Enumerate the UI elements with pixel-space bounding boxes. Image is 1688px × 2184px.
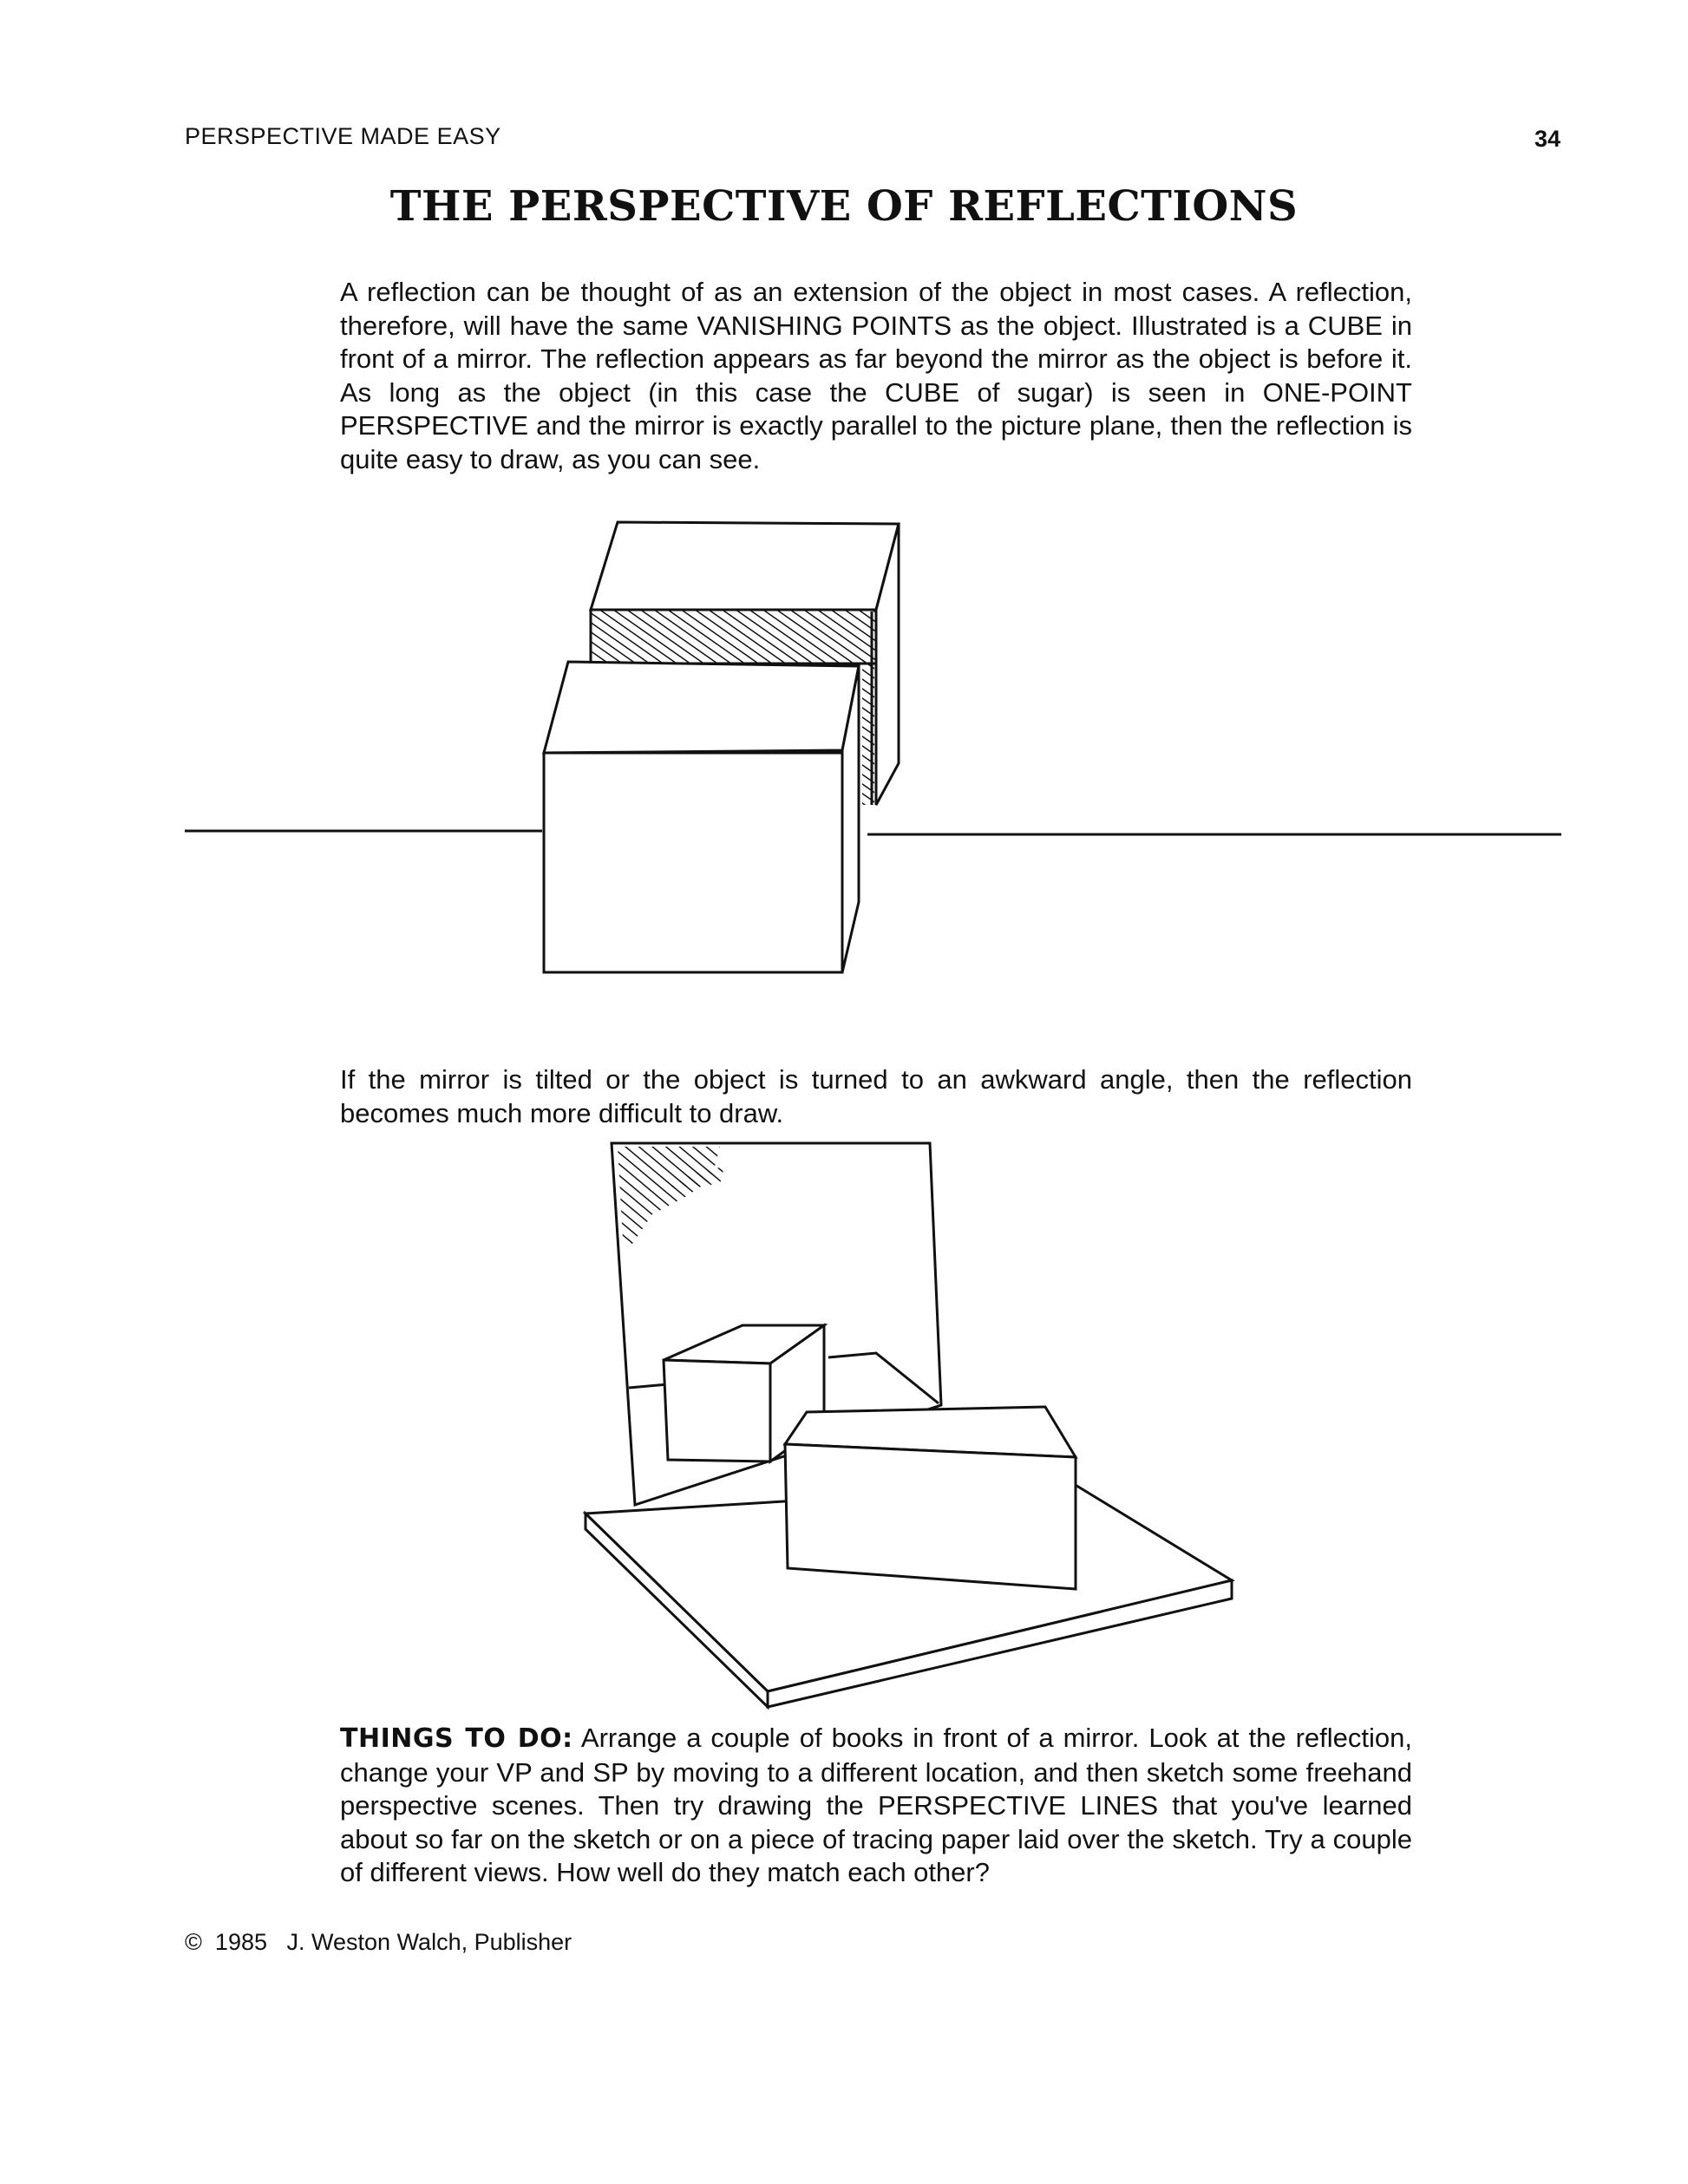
middle-paragraph: If the mirror is tilted or the object is turned to an awkward angle, then the reflection becomes much more difficult to draw. bbox=[340, 1064, 1412, 1128]
things-to-do-text: Arrange a couple of books in front of a mirror. Look at the reflection, change your VP and SP by moving to a different location, and then sketch some freehand perspective scenes. Then try drawing the PERSPECTIVE LINES that you've learned about so far on the sketch or on a piece of tracing paper laid over the sketch. Try a couple of different views. How well do they match each other? bbox=[340, 1723, 1412, 1887]
things-to-do-paragraph bbox=[340, 1722, 1412, 1890]
copyright-footer bbox=[185, 1929, 572, 1956]
box-reflection-in-tilted-mirror-icon bbox=[586, 1143, 1232, 1707]
page-title: THE PERSPECTIVE OF REFLECTIONS bbox=[389, 182, 1299, 231]
copyright-symbol: © bbox=[185, 1929, 202, 1955]
things-to-do-heading: THINGS TO DO: bbox=[340, 1723, 573, 1754]
intro-paragraph: A reflection can be thought of as an extension of the object in most cases. A reflection, therefore, will have the same VANISHING POINTS as the object. Illustrated is a CUBE in front of a mirror. The reflection appears as far beyond the mirror as the object is before it. As long as the object (in this case the CUBE of sugar) is seen in ONE-POINT PERSPECTIVE and the mirror is exactly parallel to the picture plane, then the reflection is quite easy to draw, as you can see. bbox=[340, 277, 1412, 474]
running-head: PERSPECTIVE MADE EASY bbox=[185, 123, 501, 149]
copyright-year: 1985 bbox=[214, 1929, 267, 1955]
page-number: 34 bbox=[1534, 126, 1560, 152]
publisher-name: J. Weston Walch, Publisher bbox=[286, 1929, 572, 1955]
